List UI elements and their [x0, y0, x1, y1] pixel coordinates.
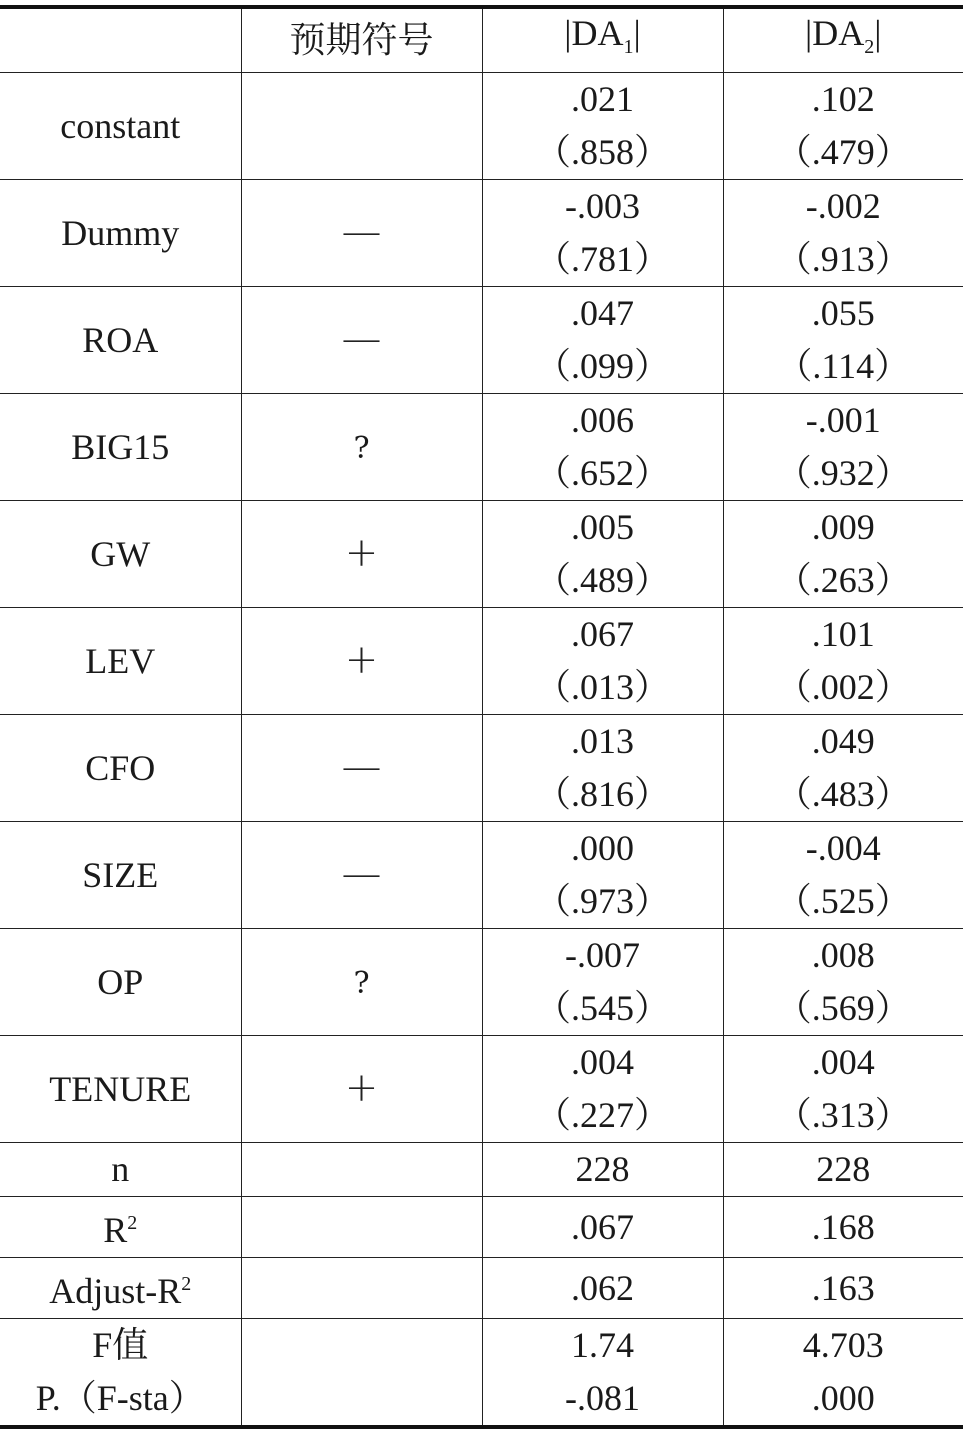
expected-sign	[241, 822, 482, 929]
da2-pvalue: （.002）	[724, 661, 963, 714]
da2-pvalue: （.525）	[724, 875, 963, 928]
r2-row	[0, 1197, 963, 1258]
header-expected-sign: 预期符号	[241, 7, 482, 73]
table-row	[0, 608, 963, 715]
da2-coefficient: .009	[724, 501, 963, 554]
adj-r2-da2: .163	[723, 1258, 963, 1319]
da1-coefficient: -.007	[483, 929, 723, 982]
expected-sign	[241, 394, 482, 501]
da2-cell	[723, 394, 963, 501]
da1-pvalue: （.545）	[483, 982, 723, 1035]
da2-cell	[723, 608, 963, 715]
variable-name: ROA	[0, 287, 241, 394]
expected-sign	[241, 501, 482, 608]
da1-coefficient: .000	[483, 822, 723, 875]
adj-r2-row	[0, 1258, 963, 1319]
variable-name: constant	[0, 73, 241, 180]
da2-pvalue: （.483）	[724, 768, 963, 821]
da1-coefficient: .013	[483, 715, 723, 768]
da1-cell	[482, 608, 723, 715]
n-da1: 228	[482, 1143, 723, 1197]
table-row	[0, 501, 963, 608]
table-row	[0, 715, 963, 822]
da2-coefficient: .049	[724, 715, 963, 768]
da2-pvalue: （.479）	[724, 126, 963, 179]
da2-cell	[723, 501, 963, 608]
da1-coefficient: .021	[483, 73, 723, 126]
p-label: P.（F-sta）	[0, 1372, 241, 1425]
da2-pvalue: （.932）	[724, 447, 963, 500]
da1-pvalue: （.489）	[483, 554, 723, 607]
da1-pvalue: （.013）	[483, 661, 723, 714]
da2-cell	[723, 929, 963, 1036]
da1-pvalue: （.652）	[483, 447, 723, 500]
da2-coefficient: .008	[724, 929, 963, 982]
variable-name: OP	[0, 929, 241, 1036]
da2-pvalue: （.569）	[724, 982, 963, 1035]
da2-cell	[723, 73, 963, 180]
da2-coefficient: .102	[724, 73, 963, 126]
da1-cell	[482, 501, 723, 608]
da2-coefficient: -.001	[724, 394, 963, 447]
n-sign	[241, 1143, 482, 1197]
expected-sign	[241, 180, 482, 287]
da1-cell	[482, 73, 723, 180]
header-da1: $|DA_1|$	[482, 7, 723, 73]
table-row	[0, 822, 963, 929]
da1-coefficient: .006	[483, 394, 723, 447]
da1-cell	[482, 287, 723, 394]
table-row	[0, 394, 963, 501]
r2-sign	[241, 1197, 482, 1258]
da1-pvalue: （.816）	[483, 768, 723, 821]
expected-sign	[241, 608, 482, 715]
table-row	[0, 180, 963, 287]
p-da1: -.081	[483, 1372, 723, 1425]
r2-label: $R^2$	[0, 1197, 241, 1258]
expected-sign-value: +	[345, 530, 379, 576]
da2-cell	[723, 715, 963, 822]
f-da1-cell	[482, 1319, 723, 1428]
da2-cell	[723, 1036, 963, 1143]
da2-cell	[723, 822, 963, 929]
n-label: n	[0, 1143, 241, 1197]
da1-coefficient: .047	[483, 287, 723, 340]
expected-sign	[241, 1036, 482, 1143]
expected-sign-value: —	[342, 209, 382, 255]
da2-coefficient: .101	[724, 608, 963, 661]
da2-pvalue: （.313）	[724, 1089, 963, 1142]
adj-r2-label: Adjust-$R^2$	[0, 1258, 241, 1319]
table-row	[0, 1036, 963, 1143]
da2-coefficient: .004	[724, 1036, 963, 1089]
da2-coefficient: -.004	[724, 822, 963, 875]
expected-sign	[241, 287, 482, 394]
header-da2: $|DA_2|$	[723, 7, 963, 73]
da2-cell	[723, 287, 963, 394]
da1-cell	[482, 1036, 723, 1143]
f-row	[0, 1319, 963, 1428]
expected-sign-value: —	[342, 316, 382, 362]
da1-cell	[482, 180, 723, 287]
f-da2-cell	[723, 1319, 963, 1428]
da1-coefficient: .067	[483, 608, 723, 661]
n-row	[0, 1143, 963, 1197]
n-da2: 228	[723, 1143, 963, 1197]
da1-pvalue: （.227）	[483, 1089, 723, 1142]
expected-sign-value: —	[342, 744, 382, 790]
da2-pvalue: （.913）	[724, 233, 963, 286]
header-variable-cell	[0, 7, 241, 73]
expected-sign	[241, 73, 482, 180]
adj-r2-sign	[241, 1258, 482, 1319]
variable-name: Dummy	[0, 180, 241, 287]
expected-sign	[241, 715, 482, 822]
regression-table-container	[0, 5, 963, 1429]
da2-coefficient: .055	[724, 287, 963, 340]
f-sign	[241, 1319, 482, 1428]
regression-table	[0, 5, 963, 1429]
p-da2: .000	[724, 1372, 963, 1425]
r2-da2: .168	[723, 1197, 963, 1258]
f-label-cell	[0, 1319, 241, 1428]
variable-name: LEV	[0, 608, 241, 715]
expected-sign-value: ?	[353, 966, 369, 1001]
variable-name: GW	[0, 501, 241, 608]
variable-name: TENURE	[0, 1036, 241, 1143]
da2-coefficient: -.002	[724, 180, 963, 233]
da1-cell	[482, 394, 723, 501]
expected-sign-value: +	[345, 637, 379, 683]
da1-pvalue: （.099）	[483, 340, 723, 393]
adj-r2-da1: .062	[482, 1258, 723, 1319]
expected-sign-value: +	[345, 1065, 379, 1111]
da1-coefficient: .004	[483, 1036, 723, 1089]
da1-cell	[482, 929, 723, 1036]
expected-sign	[241, 929, 482, 1036]
da2-cell	[723, 180, 963, 287]
da1-coefficient: .005	[483, 501, 723, 554]
da1-cell	[482, 715, 723, 822]
da2-pvalue: （.114）	[724, 340, 963, 393]
variable-name: CFO	[0, 715, 241, 822]
da2-pvalue: （.263）	[724, 554, 963, 607]
expected-sign-value: —	[342, 851, 382, 897]
da1-coefficient: -.003	[483, 180, 723, 233]
da1-cell	[482, 822, 723, 929]
table-row	[0, 73, 963, 180]
da1-pvalue: （.973）	[483, 875, 723, 928]
f-label: F值	[0, 1319, 241, 1372]
r2-da1: .067	[482, 1197, 723, 1258]
f-da1: 1.74	[483, 1319, 723, 1372]
da1-pvalue: （.781）	[483, 233, 723, 286]
table-row	[0, 929, 963, 1036]
variable-name: SIZE	[0, 822, 241, 929]
f-da2: 4.703	[724, 1319, 963, 1372]
da1-pvalue: （.858）	[483, 126, 723, 179]
variable-name: BIG15	[0, 394, 241, 501]
expected-sign-value: ?	[353, 431, 369, 466]
header-row	[0, 7, 963, 73]
table-row	[0, 287, 963, 394]
